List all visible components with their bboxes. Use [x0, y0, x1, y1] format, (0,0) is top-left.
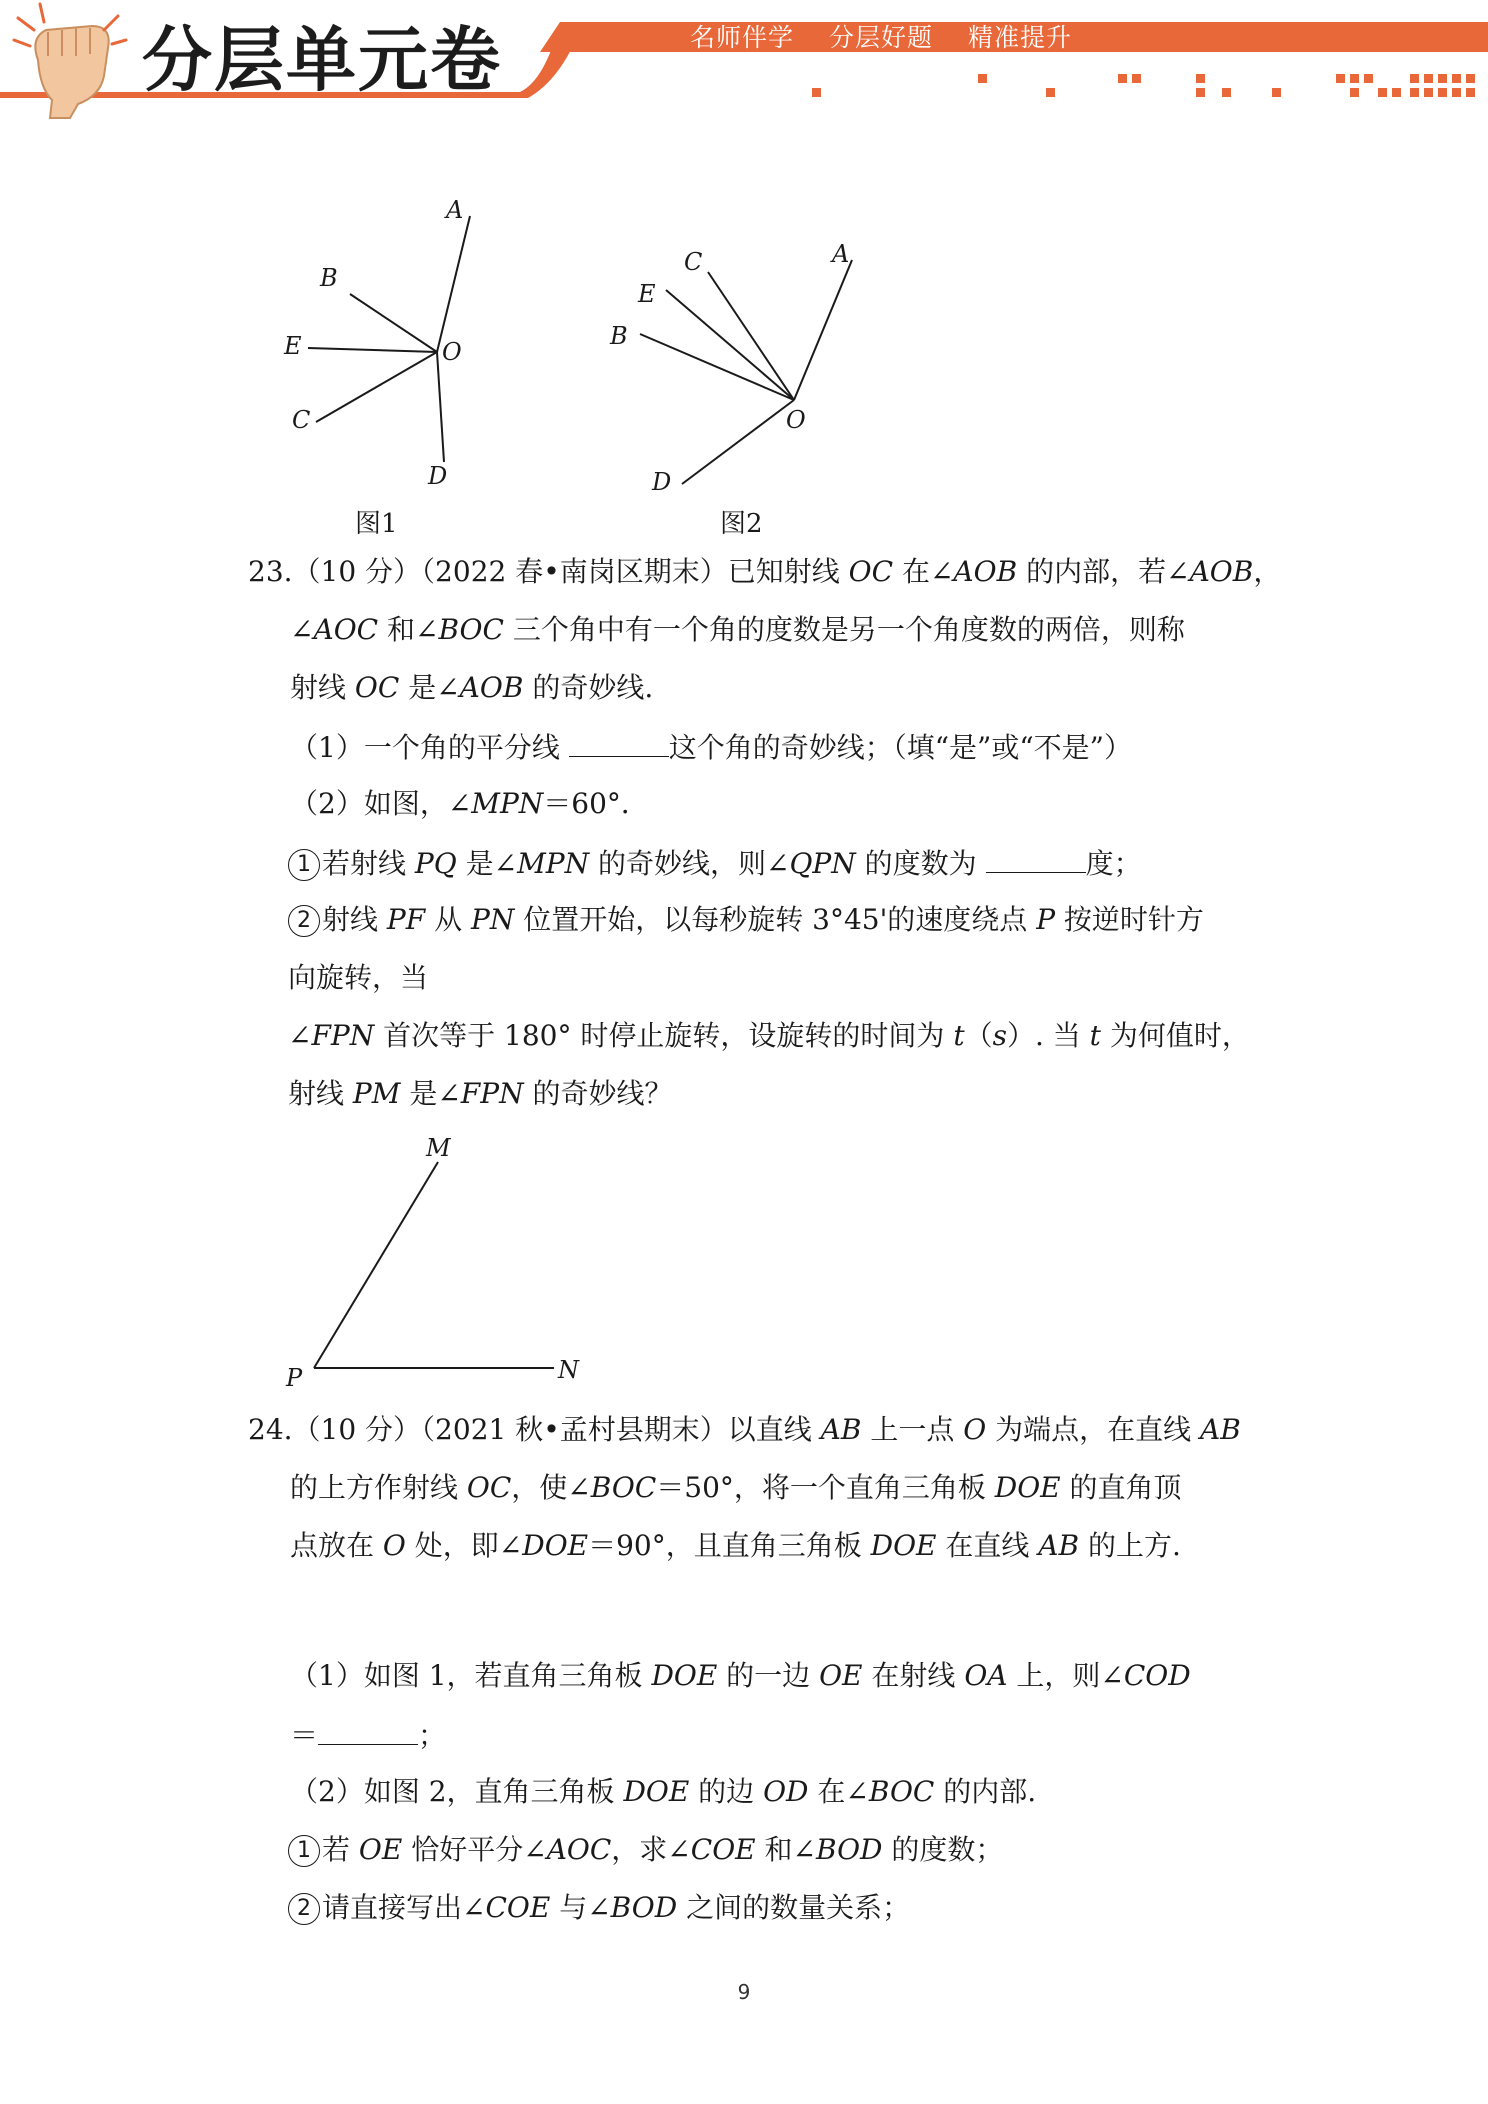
circled-number-1: 1 [288, 849, 320, 881]
q23-subpart-2-line-4: 射线 PM 是∠FPN 的奇妙线？ [288, 1077, 673, 1110]
point-label: E [638, 280, 656, 308]
figure-2 [600, 230, 890, 500]
point-label: P [286, 1364, 303, 1392]
figure-1 [270, 190, 500, 500]
q23-subpart-2: 2 射线 PF 从 PN 位置开始，以每秒旋转 3°45'的速度绕点 P 按逆时针方 [288, 900, 1204, 940]
decorative-blocks [812, 74, 1475, 97]
figure-1-caption: 图1 [355, 509, 398, 539]
q24-subpart-1: 1 若 OE 恰好平分∠AOC，求∠COE 和∠BOD 的度数； [288, 1830, 1003, 1870]
q23-subpart-1: 1 若射线 PQ 是∠MPN 的奇妙线，则∠QPN 的度数为 度； [288, 842, 1142, 884]
answer-blank[interactable] [569, 726, 669, 757]
header-slogan [690, 18, 1098, 54]
fist-logo-icon [14, 4, 126, 118]
q23-part-1: （1）一个角的平分线 这个角的奇妙线；（填“是”或“不是”） [290, 726, 1132, 768]
point-label: A [446, 196, 464, 224]
slogan-item: 名师伴学 [690, 23, 795, 52]
slogan-item: 精准提升 [967, 23, 1072, 52]
ray-OA [437, 216, 470, 352]
q23-line-2: ∠AOC 和∠BOC 三个角中有一个角的度数是另一个角度数的两倍，则称 [290, 613, 1185, 646]
q23-part-2: （2）如图，∠MPN＝60°． [290, 787, 649, 820]
point-label: N [558, 1356, 579, 1384]
ray-OB [350, 294, 437, 352]
q24-part-2: （2）如图 2，直角三角板 DOE 的边 OD 在∠BOC 的内部. [290, 1775, 1037, 1808]
point-label: B [610, 322, 628, 350]
brand-title: 分层单元卷 [142, 19, 502, 101]
point-label: B [320, 264, 338, 292]
point-label: O [442, 338, 462, 366]
slogan-item: 分层好题 [828, 23, 933, 52]
point-label: M [426, 1134, 451, 1162]
point-label: E [284, 332, 302, 360]
point-label: D [428, 462, 448, 490]
ray-OD [437, 352, 444, 462]
q24-line-3: 点放在 O 处，即∠DOE＝90°，且直角三角板 DOE 在直线 AB 的上方. [290, 1529, 1181, 1562]
point-label: C [292, 406, 311, 434]
ray-OC [316, 352, 437, 422]
page-header [0, 0, 1488, 120]
answer-blank[interactable] [318, 1714, 418, 1745]
q24-line-1: 24.（10 分）（2021 秋•孟村县期末）以直线 AB 上一点 O 为端点，在直线 AB [248, 1413, 1241, 1446]
ray-PM [314, 1162, 438, 1368]
figure-angle-mpn [280, 1128, 600, 1398]
q24-part-1: （1）如图 1，若直角三角板 DOE 的一边 OE 在射线 OA 上，则∠COD [290, 1659, 1191, 1692]
q23-line-1: 23.（10 分）（2022 春•南岗区期末）已知射线 OC 在∠AOB 的内部，若∠AOB， [248, 555, 1282, 588]
point-label: O [786, 406, 806, 434]
q23-subpart-2-cont: 向旋转，当 [288, 961, 429, 994]
q23-line-3: 射线 OC 是∠AOB 的奇妙线. [290, 671, 654, 704]
answer-blank[interactable] [986, 842, 1086, 873]
point-label: C [684, 248, 703, 276]
q23-subpart-2-line-3: ∠FPN 首次等于 180° 时停止旋转，设旋转的时间为 t（s）. 当 t 为何值时， [288, 1019, 1250, 1052]
circled-number-2: 2 [288, 1893, 320, 1925]
ray-OA [794, 260, 852, 400]
circled-number-2: 2 [288, 905, 320, 937]
point-label: D [652, 468, 672, 496]
point-label: A [832, 240, 850, 268]
q24-subpart-2: 2 请直接写出∠COE 与∠BOD 之间的数量关系； [288, 1888, 910, 1928]
ray-OE [308, 348, 437, 352]
circled-number-1: 1 [288, 1835, 320, 1867]
q24-part-1-answer: ＝ ； [290, 1714, 446, 1756]
figure-2-caption: 图2 [720, 509, 763, 539]
q24-line-2: 的上方作射线 OC，使∠BOC＝50°，将一个直角三角板 DOE 的直角顶 [290, 1471, 1182, 1504]
ray-OD [682, 400, 794, 484]
page-number: 9 [737, 1980, 751, 2004]
